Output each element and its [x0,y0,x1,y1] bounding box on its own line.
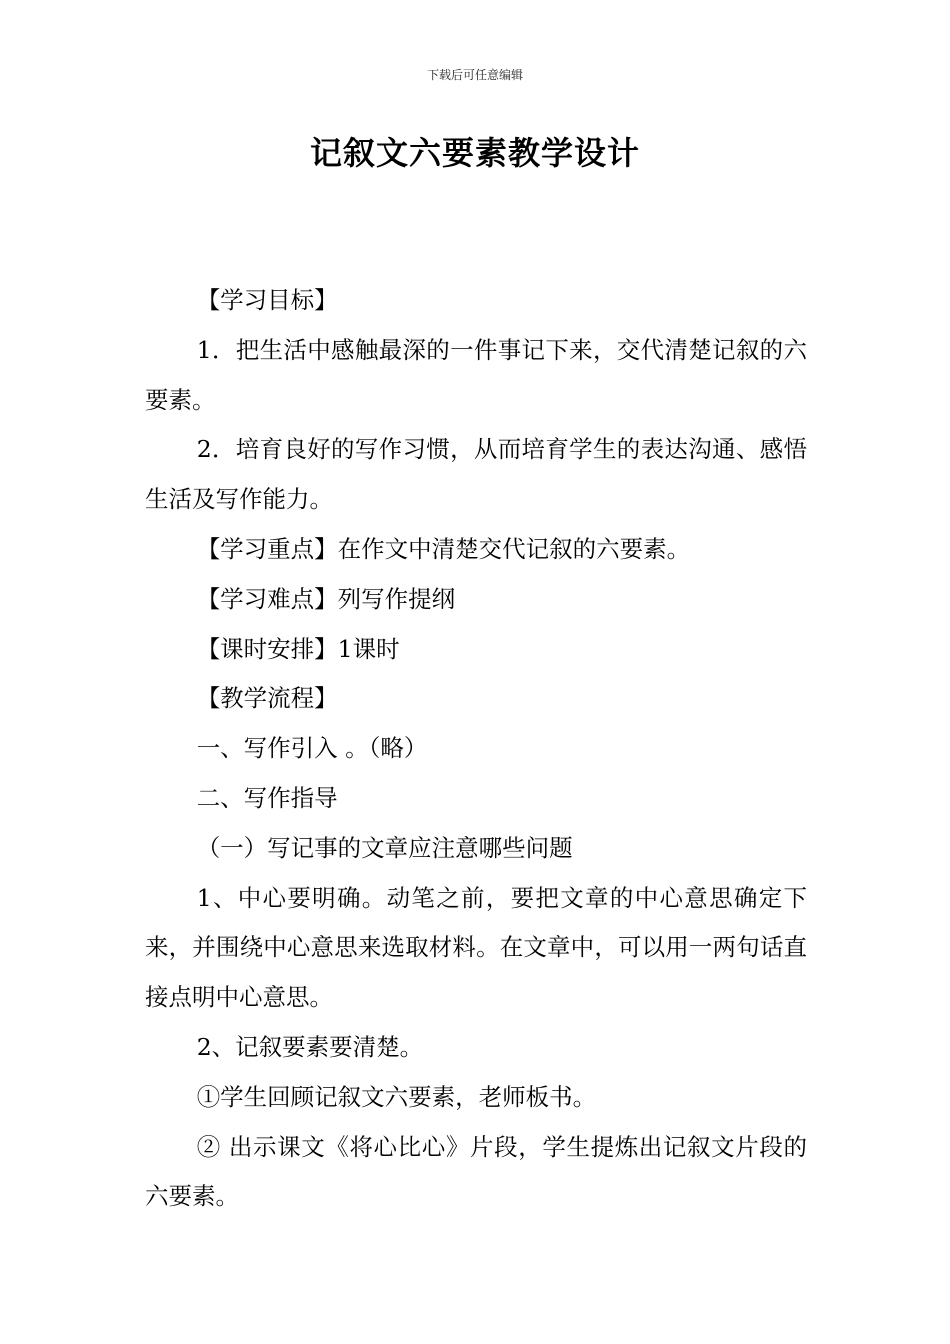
paragraph-goal-2: 2．培育良好的写作习惯，从而培育学生的表达沟通、感悟生活及写作能力。 [145,435,807,514]
paragraph-key-point: 【学习重点】在作文中清楚交代记叙的六要素。 [196,534,691,563]
document-title: 记叙文六要素教学设计 [309,134,640,172]
paragraph-point-2: 2、记叙要素要清楚。 [196,1032,424,1061]
paragraph-section-2: 二、写作指导 [196,783,338,812]
paragraph-section-1: 一、写作引入 。（略） [196,734,428,763]
paragraph-schedule: 【课时安排】1课时 [196,634,400,663]
paragraph-difficulty: 【学习难点】列写作提纲 [196,584,456,613]
page-header: 下载后可任意编辑 [426,68,523,82]
paragraph-step-2: ② 出示课文《将心比心》片段，学生提炼出记叙文片段的六要素。 [145,1132,807,1211]
paragraph-point-1: 1、中心要明确。动笔之前，要把文章的中心意思确定下来，并围绕中心意思来选取材料。在文章中，可以用一两句话直接点明中心意思。 [145,883,807,1012]
paragraph-step-1: ①学生回顾记叙文六要素，老师板书。 [196,1082,597,1111]
paragraph-goal-1: 1．把生活中感触最深的一件事记下来，交代清楚记叙的六要素。 [145,335,807,414]
document-body [145,276,807,1222]
paragraph-process-heading: 【教学流程】 [196,684,338,713]
paragraph-learning-goals-heading: 【学习目标】 [196,286,338,314]
paragraph-subsection-1: （一）写记事的文章应注意哪些问题 [196,833,573,862]
